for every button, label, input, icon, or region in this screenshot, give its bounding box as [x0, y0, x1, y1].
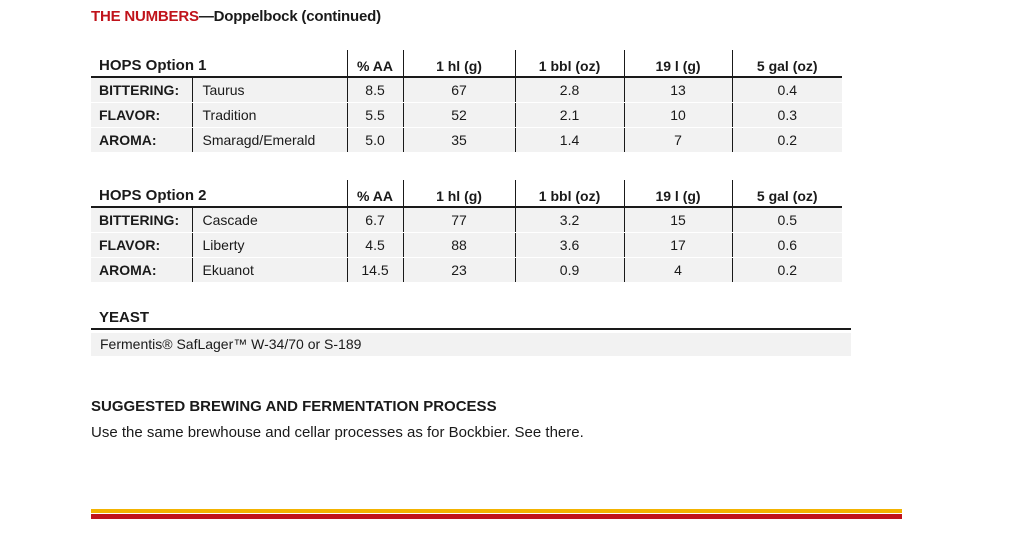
cell-19l: 15	[624, 207, 732, 233]
table-row	[91, 77, 842, 103]
cell-1bbl: 2.1	[515, 103, 624, 128]
cell-1bbl: 3.6	[515, 233, 624, 258]
hop-variety: Liberty	[192, 233, 347, 258]
row-label: BITTERING:	[91, 207, 192, 233]
cell-19l: 4	[624, 258, 732, 283]
yeast-heading: YEAST	[91, 309, 851, 330]
title-dash: —	[198, 8, 214, 25]
col-header-19l: 19 l (g)	[624, 50, 732, 77]
cell-19l: 13	[624, 77, 732, 103]
cell-1bbl: 3.2	[515, 207, 624, 233]
hops-option-1-table	[91, 50, 842, 153]
col-header-19l: 19 l (g)	[624, 180, 732, 207]
col-header-aa: % AA	[347, 50, 403, 77]
col-header-1hl: 1 hl (g)	[403, 50, 515, 77]
cell-5gal: 0.2	[732, 128, 842, 153]
table-header-row	[91, 180, 842, 207]
col-header-1bbl: 1 bbl (oz)	[515, 50, 624, 77]
title-rest: Doppelbock (continued)	[213, 8, 381, 25]
row-label: FLAVOR:	[91, 103, 192, 128]
col-header-1hl: 1 hl (g)	[403, 180, 515, 207]
cell-aa: 8.5	[347, 77, 403, 103]
table-row	[91, 233, 842, 258]
cell-1hl: 23	[403, 258, 515, 283]
col-header-5gal: 5 gal (oz)	[732, 180, 842, 207]
cell-19l: 17	[624, 233, 732, 258]
footer-rule-red	[91, 514, 902, 519]
cell-5gal: 0.5	[732, 207, 842, 233]
cell-1hl: 77	[403, 207, 515, 233]
hops-option-1-heading: HOPS Option 1	[91, 50, 347, 77]
hop-variety: Tradition	[192, 103, 347, 128]
hops-option-2-table	[91, 180, 842, 283]
cell-19l: 10	[624, 103, 732, 128]
row-label: AROMA:	[91, 258, 192, 283]
cell-aa: 6.7	[347, 207, 403, 233]
cell-aa: 5.5	[347, 103, 403, 128]
cell-1hl: 67	[403, 77, 515, 103]
cell-19l: 7	[624, 128, 732, 153]
page-title	[91, 8, 381, 25]
col-header-aa: % AA	[347, 180, 403, 207]
cell-1bbl: 2.8	[515, 77, 624, 103]
table-header-row	[91, 50, 842, 77]
table-row	[91, 207, 842, 233]
table-row	[91, 103, 842, 128]
col-header-5gal: 5 gal (oz)	[732, 50, 842, 77]
cell-1hl: 88	[403, 233, 515, 258]
cell-5gal: 0.6	[732, 233, 842, 258]
cell-1bbl: 0.9	[515, 258, 624, 283]
cell-1hl: 52	[403, 103, 515, 128]
cell-aa: 5.0	[347, 128, 403, 153]
cell-1bbl: 1.4	[515, 128, 624, 153]
cell-aa: 14.5	[347, 258, 403, 283]
hop-variety: Cascade	[192, 207, 347, 233]
table-row	[91, 128, 842, 153]
cell-aa: 4.5	[347, 233, 403, 258]
cell-1hl: 35	[403, 128, 515, 153]
hop-variety: Taurus	[192, 77, 347, 103]
col-header-1bbl: 1 bbl (oz)	[515, 180, 624, 207]
row-label: AROMA:	[91, 128, 192, 153]
process-text: Use the same brewhouse and cellar processes as for Bockbier. See there.	[91, 424, 584, 441]
table-row	[91, 258, 842, 283]
row-label: BITTERING:	[91, 77, 192, 103]
cell-5gal: 0.3	[732, 103, 842, 128]
hops-option-2-heading: HOPS Option 2	[91, 180, 347, 207]
process-heading: SUGGESTED BREWING AND FERMENTATION PROCESS	[91, 398, 497, 415]
hop-variety: Smaragd/Emerald	[192, 128, 347, 153]
cell-5gal: 0.2	[732, 258, 842, 283]
yeast-value: Fermentis® SafLager™ W-34/70 or S-189	[91, 333, 851, 356]
cell-5gal: 0.4	[732, 77, 842, 103]
hop-variety: Ekuanot	[192, 258, 347, 283]
footer-rule-yellow	[91, 509, 902, 513]
title-prefix: THE NUMBERS	[91, 8, 199, 25]
row-label: FLAVOR:	[91, 233, 192, 258]
